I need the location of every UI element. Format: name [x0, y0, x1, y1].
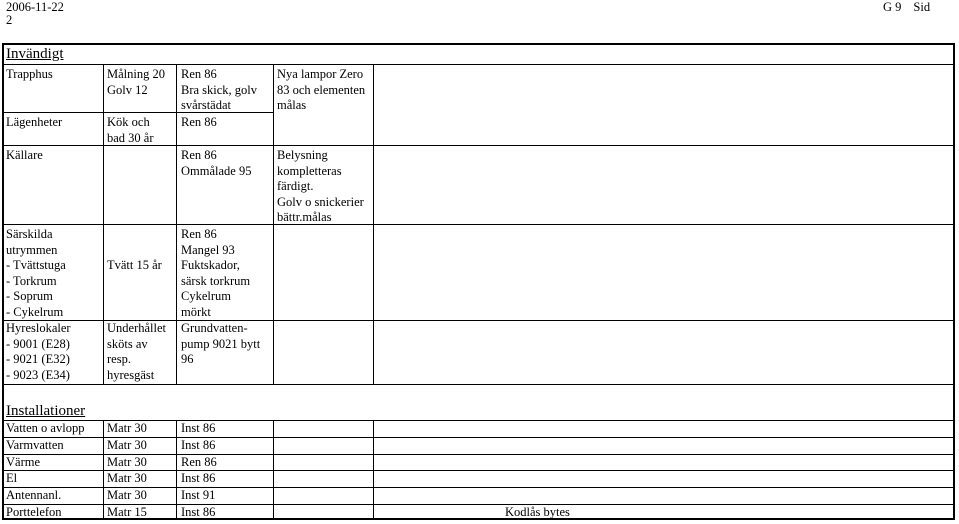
- inv-row-trapphus-note: Nya lampor Zero 83 och elementen målas: [277, 67, 366, 113]
- inv-row-lagenheter-status: Ren 86: [181, 115, 217, 129]
- installation-name: Porttelefon: [6, 505, 62, 519]
- grid-line: [103, 420, 104, 518]
- installation-note: Kodlås bytes: [505, 505, 570, 519]
- inv-row-sarskilda-age: Tvätt 15 år: [107, 258, 162, 272]
- inv-row-trapphus-status: Ren 86 Bra skick, golv svårstädat: [181, 67, 258, 113]
- installation-status: Ren 86: [181, 455, 217, 469]
- inv-row-lagenheter-label: Lägenheter: [6, 115, 63, 129]
- page-code-group: [883, 0, 942, 15]
- installation-material: Matr 30: [107, 438, 147, 452]
- inv-row-kallare-note: Belysning kompletteras färdigt. Golv o snickerier bättr.målas: [277, 148, 364, 225]
- grid-line: [273, 145, 953, 146]
- grid-line: [273, 420, 274, 518]
- grid-line: [373, 420, 374, 518]
- installation-status: Inst 86: [181, 438, 216, 452]
- installation-status: Inst 86: [181, 505, 216, 519]
- grid-line: [176, 64, 177, 384]
- inv-row-kallare-label: Källare: [6, 148, 43, 162]
- grid-line: [2, 384, 953, 385]
- document-date: 2006-11-22: [6, 0, 64, 14]
- installation-name: Värme: [6, 455, 41, 469]
- grid-line: [2, 64, 953, 65]
- inv-row-trapphus-age: Målning 20 Golv 12: [107, 67, 165, 97]
- installation-status: Inst 86: [181, 421, 216, 435]
- page-code: G 9: [883, 0, 902, 14]
- inv-row-hyreslokaler-age: Underhållet sköts av resp. hyresgäst: [107, 321, 167, 382]
- installation-material: Matr 30: [107, 421, 147, 435]
- grid-line: [2, 224, 953, 225]
- installation-name: El: [6, 471, 18, 485]
- inv-row-sarskilda-status: Ren 86 Mangel 93 Fuktskador, särsk torkrum Cykelrum mörkt: [181, 227, 251, 319]
- section-heading-invandigt: Invändigt: [6, 46, 64, 62]
- installation-material: Matr 30: [107, 455, 147, 469]
- inv-row-hyreslokaler-status: Grundvatten- pump 9021 bytt 96: [181, 321, 261, 367]
- inv-row-kallare-status: Ren 86 Ommålade 95: [181, 148, 252, 178]
- installation-material: Matr 15: [107, 505, 147, 519]
- inv-row-lagenheter-age: Kök och bad 30 år: [107, 115, 154, 145]
- installation-material: Matr 30: [107, 471, 147, 485]
- grid-line: [103, 64, 104, 384]
- installation-material: Matr 30: [107, 488, 147, 502]
- installation-status: Inst 91: [181, 488, 216, 502]
- grid-line: [273, 64, 274, 384]
- document-number: 2: [6, 13, 13, 27]
- installation-name: Vatten o avlopp: [6, 421, 85, 435]
- installation-name: Antennanl.: [6, 488, 62, 502]
- page-label: Sid: [913, 0, 931, 14]
- inv-row-trapphus-label: Trapphus: [6, 67, 53, 81]
- grid-line: [373, 64, 374, 384]
- grid-line: [176, 420, 177, 518]
- section-heading-installationer: Installationer: [6, 403, 86, 419]
- installation-status: Inst 86: [181, 471, 216, 485]
- inv-row-sarskilda-label: Särskilda utrymmen - Tvättstuga - Torkrum - Soprum - Cykelrum: [6, 227, 66, 319]
- installation-name: Varmvatten: [6, 438, 64, 452]
- inv-row-hyreslokaler-label: Hyreslokaler - 9001 (E28) - 9021 (E32) - 9023 (E34): [6, 321, 71, 382]
